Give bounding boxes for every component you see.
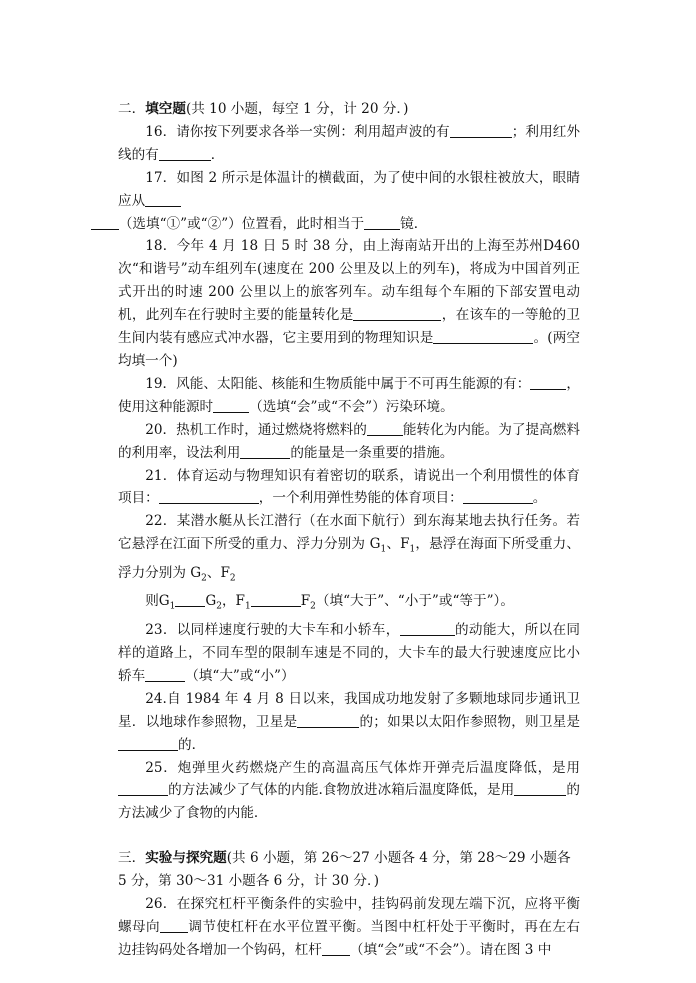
question-16-text: ；利用红外线的有 <box>118 123 581 163</box>
answer-blank <box>160 918 188 933</box>
question-23-text: 23．以同样速度行驶的大卡车和小轿车， <box>145 622 400 639</box>
subscript: 1 <box>380 544 387 555</box>
question-20-text: 的能量是一条重要的措施。 <box>290 444 454 461</box>
section-2-number: 二． <box>118 101 146 117</box>
question-21 <box>118 465 580 511</box>
subscript: 1 <box>169 602 176 613</box>
question-18-text: 。(两空均填一个) <box>118 330 581 369</box>
answer-blank <box>450 123 512 138</box>
answer-blank <box>297 713 359 728</box>
question-19-text: ，使用这种能源时 <box>118 375 580 415</box>
answer-blank <box>463 489 533 504</box>
question-22-text: 、F <box>206 564 230 581</box>
question-16-text: ． <box>210 146 225 163</box>
question-20 <box>118 419 580 465</box>
subscript: 2 <box>310 602 316 613</box>
exam-page <box>118 98 580 962</box>
answer-blank <box>91 215 119 230</box>
subscript: 2 <box>229 573 236 584</box>
question-25 <box>118 757 580 826</box>
answer-blank <box>159 489 259 504</box>
question-22-text: ，悬浮在海面下所受重力、浮力分别为 G <box>118 536 581 581</box>
question-21-text: ，一个利用弹性势能的体育项目： <box>258 490 463 507</box>
question-17-text: （选填“①”或“②”）位置看，此时相当于 <box>118 215 365 232</box>
question-22-text: F <box>300 593 311 610</box>
section-3-note: (共 6 小题，第 26～27 小题各 4 分，第 28～29 小题各 5 分，第 30～31 小题各 6 分，计 30 分．) <box>118 850 571 890</box>
subscript: 2 <box>201 573 207 584</box>
section-2-heading <box>118 98 580 121</box>
question-17-text: 17．如图 2 所示是体温计的横截面，为了使中间的水银柱被放大，眼睛应从 <box>118 169 580 209</box>
subscript: 2 <box>216 602 222 613</box>
question-22-text: （填“大于”、“小于”或“等于”）。 <box>315 593 514 610</box>
question-22-text: 、F <box>386 536 410 553</box>
question-26-text: 调节使杠杆在水平位置平衡。当图中杠杆处于平衡时，再在左右边挂钩码处各增加一个钩码，杠杆 <box>118 918 580 958</box>
question-26-text: 26．在探究杠杆平衡条件的实验中，挂钩码前发现左端下沉，应将平衡螺母向 <box>118 896 580 935</box>
question-24-text: 的． <box>178 736 206 753</box>
answer-blank <box>367 421 403 436</box>
subscript: 1 <box>409 544 416 555</box>
section-3-heading <box>118 847 580 893</box>
question-26 <box>118 893 580 962</box>
answer-blank <box>433 329 533 344</box>
section-3-title: 实验与探究题 <box>145 850 227 867</box>
question-16-text: 16．请你按下列要求各举一实例：利用超声波的有 <box>145 123 450 140</box>
answer-blank <box>400 621 455 636</box>
answer-blank <box>145 667 185 682</box>
subscript: 1 <box>245 602 251 613</box>
question-23-text: 的动能大，所以在同样的道路上，不同车型的限制车速是不同的，大卡车的最大行驶速度应比小轿车 <box>118 622 581 684</box>
question-19-text: （选填“会”或“不会”）污染环境。 <box>249 398 454 415</box>
answer-blank <box>530 375 566 390</box>
answer-blank <box>159 146 211 161</box>
question-19-text: 19．风能、太阳能、核能和生物质能中属于不可再生能源的有： <box>145 375 531 392</box>
answer-blank <box>175 592 205 607</box>
question-22-answer-line <box>118 590 580 619</box>
question-21-text: 21．体育运动与物理知识有着密切的联系，请说出一个利用惯性的体育项目： <box>118 467 580 507</box>
question-20-text: 20．热机工作时，通过燃烧将燃料的 <box>145 421 367 438</box>
answer-blank <box>322 941 350 956</box>
answer-blank <box>353 306 441 321</box>
question-17 <box>118 167 580 236</box>
question-22-text: 22．某潜水艇从长江潜行（在水面下航行）到东海某地去执行任务。若它悬浮在江面下所受的重力、浮力分别为 G <box>118 513 580 553</box>
section-2-note: (共 10 小题，每空 1 分，计 20 分．) <box>185 101 409 117</box>
answer-blank <box>240 444 290 459</box>
answer-blank <box>118 781 168 796</box>
answer-blank <box>514 781 566 796</box>
answer-blank <box>145 192 181 207</box>
section-spacer <box>118 825 580 847</box>
question-18-text: 18．今年 4 月 18 日 5 时 38 分，由上海南站开出的上海至苏州D460 次“和谐号”动车组列车(速度在 200 公里及以上的列车)，将成为中国首列正式开出的时速 200 公里以上的旅客列车。动车组每个车厢的下部安置电动机，此列车在行驶时主要的能量转化是 <box>118 238 580 324</box>
question-20-text: 能转化为内能。为了提高燃料的利用率，设法利用 <box>118 421 581 461</box>
section-3-number: 三． <box>118 850 146 867</box>
question-24-text: 24.自 1984 年 4 月 8 日以来，我国成功地发射了多颗地球同步通讯卫星．以地球作参照物，卫星是 <box>118 690 580 730</box>
question-16 <box>118 121 580 167</box>
answer-blank <box>118 736 178 751</box>
question-24 <box>118 688 580 757</box>
question-17-text: 镜． <box>400 215 428 232</box>
section-2-title: 填空题 <box>145 101 186 117</box>
question-22-text: ，F <box>221 593 245 610</box>
question-24-text: 的；如果以太阳作参照物，则卫星是 <box>359 713 581 730</box>
question-25-text: 的方法减少了食物的内能． <box>118 782 581 822</box>
question-21-text: 。 <box>532 490 547 507</box>
question-23 <box>118 619 580 688</box>
question-18-text: ，在该车的一等舱的卫生间内装有感应式冲水器，它主要用到的物理知识是 <box>118 307 581 347</box>
question-19 <box>118 373 580 419</box>
answer-blank <box>364 215 400 230</box>
answer-blank <box>251 592 301 607</box>
question-23-text: （填“大”或“小”） <box>185 667 295 684</box>
question-18 <box>118 235 580 372</box>
question-22-text: 则G <box>145 593 170 610</box>
question-26-text: （填“会”或“不会”）。请在图 3 中 <box>349 941 552 958</box>
question-22 <box>118 510 580 590</box>
answer-blank <box>213 398 249 413</box>
question-22-text: G <box>205 593 217 610</box>
question-25-text: 的方法减少了气体的内能.食物放进冰箱后温度降低，是用 <box>168 782 515 799</box>
question-25-text: 25．炮弹里火药燃烧产生的高温高压气体炸开弹壳后温度降低，是用 <box>145 759 580 776</box>
